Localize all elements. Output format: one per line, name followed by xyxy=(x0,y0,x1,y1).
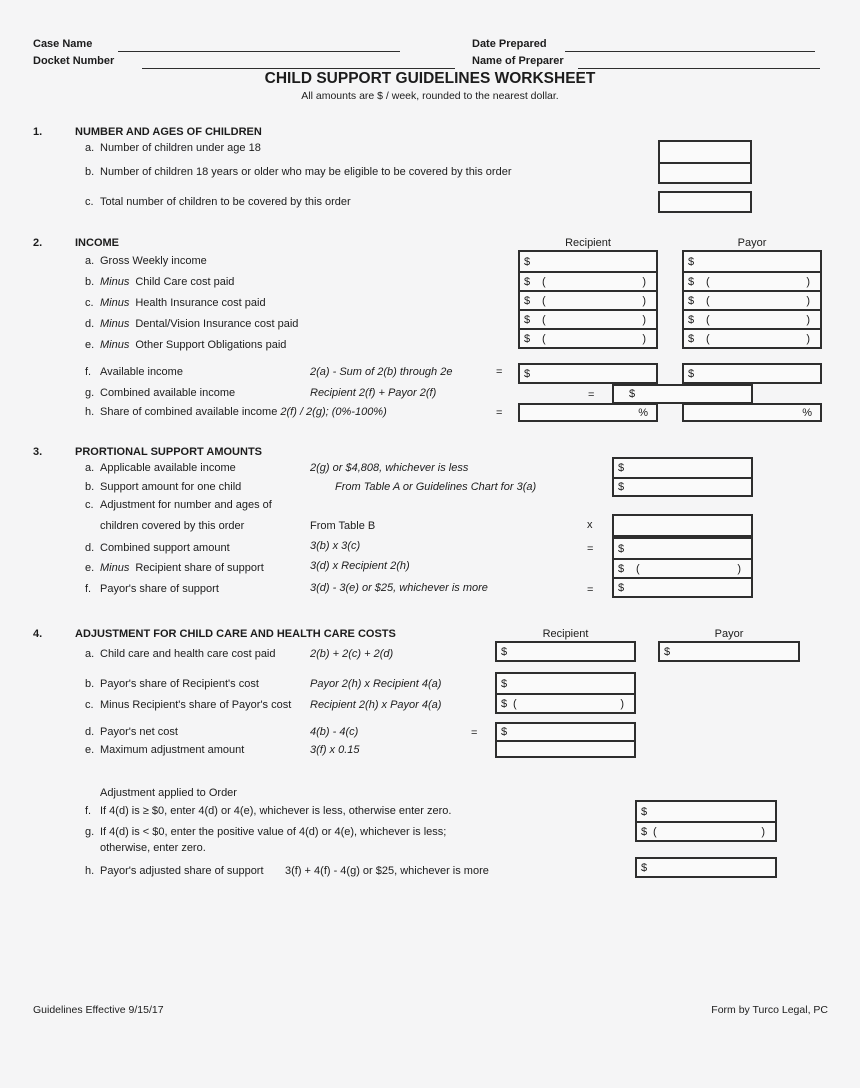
row-4g-label-line1: If 4(d) is < $0, enter the positive value of 4(d) or 4(e), whichever is less; xyxy=(100,826,447,838)
field-4g-adjustment-negative[interactable] xyxy=(637,821,775,840)
row-2d-minus: Minus xyxy=(100,318,130,330)
adjustment-box-group-bc xyxy=(495,672,636,714)
row-1a-letter: a. xyxy=(85,142,95,154)
close-paren: ) xyxy=(642,332,646,345)
section-1-number: 1. xyxy=(33,126,43,138)
row-4d-letter: d. xyxy=(85,726,95,738)
row-4h-formula: 3(f) + 4(f) - 4(g) or $25, whichever is more xyxy=(285,865,489,877)
dollar-sign: $ xyxy=(618,462,625,474)
field-2g-combined[interactable] xyxy=(612,384,753,404)
row-4c-label: Minus Recipient's share of Payor's cost xyxy=(100,699,292,711)
row-4f-letter: f. xyxy=(85,805,92,817)
row-4a-formula: 2(b) + 2(c) + 2(d) xyxy=(310,648,394,660)
case-name-input-line[interactable] xyxy=(118,38,400,52)
section-2-payor-header: Payor xyxy=(737,237,767,249)
proportional-box-group-def xyxy=(612,537,753,598)
section-1-title: NUMBER AND AGES OF CHILDREN xyxy=(75,126,262,138)
row-3c-label-line1: Adjustment for number and ages of xyxy=(100,499,272,511)
children-count-box-group xyxy=(658,140,752,184)
percent-sign: % xyxy=(802,406,812,419)
row-2c-letter: c. xyxy=(85,297,94,309)
row-2d-label xyxy=(100,318,298,331)
field-4e-max-adjustment[interactable] xyxy=(497,740,634,756)
name-of-preparer-label: Name of Preparer xyxy=(472,55,564,67)
close-paren: ) xyxy=(642,294,646,307)
section-3-number: 3. xyxy=(33,446,43,458)
row-2b-letter: b. xyxy=(85,276,95,288)
row-3b-label: Support amount for one child xyxy=(100,481,242,493)
field-2e-payor[interactable] xyxy=(684,328,820,347)
row-1a-label: Number of children under age 18 xyxy=(100,142,261,154)
row-4g-label-line2: otherwise, enter zero. xyxy=(100,842,206,854)
row-2e-letter: e. xyxy=(85,339,95,351)
close-paren: ) xyxy=(761,825,765,838)
row-4c-formula: Recipient 2(h) x Payor 4(a) xyxy=(310,699,442,711)
dollar-sign: $ xyxy=(524,367,531,380)
dollar-sign: $ xyxy=(641,805,648,818)
row-3a-label: Applicable available income xyxy=(100,462,236,474)
field-4c-recipient-share-payor-cost[interactable] xyxy=(497,693,634,712)
field-4a-payor[interactable] xyxy=(658,641,800,662)
field-4b-payor-share-recipient-cost[interactable] xyxy=(497,674,634,693)
row-4a-letter: a. xyxy=(85,648,95,660)
row-4f-label: If 4(d) is ≥ $0, enter 4(d) or 4(e), whichever is less, otherwise enter zero. xyxy=(100,805,452,817)
row-4g-letter: g. xyxy=(85,826,95,838)
row-2e-label xyxy=(100,339,286,352)
dollar-sign: $ xyxy=(688,275,695,288)
date-prepared-input-line[interactable] xyxy=(565,38,815,52)
section-4-number: 4. xyxy=(33,628,43,640)
close-paren: ) xyxy=(806,275,810,288)
close-paren: ) xyxy=(642,275,646,288)
adjustment-box-group-de xyxy=(495,722,636,758)
dollar-sign: $ xyxy=(688,332,695,345)
row-4b-letter: b. xyxy=(85,678,95,690)
adjustment-box-group-fg xyxy=(635,800,777,842)
row-2c-label-text: Health Insurance cost paid xyxy=(135,297,266,309)
percent-sign: % xyxy=(638,406,648,419)
row-1c-label: Total number of children to be covered by this order xyxy=(100,196,351,208)
income-recipient-box-group xyxy=(518,250,658,349)
dollar-sign: $ xyxy=(664,645,671,658)
field-2c-recipient[interactable] xyxy=(520,290,656,309)
field-2b-payor[interactable] xyxy=(684,271,820,290)
page-subtitle: All amounts are $ / week, rounded to the nearest dollar. xyxy=(301,90,559,102)
row-4e-label: Maximum adjustment amount xyxy=(100,744,245,756)
row-4d-equals: = xyxy=(471,727,478,739)
dollar-sign: $ xyxy=(524,255,531,268)
close-paren: ) xyxy=(806,313,810,326)
dollar-sign: $ xyxy=(688,294,695,307)
row-2d-label-text: Dental/Vision Insurance cost paid xyxy=(135,318,299,330)
row-3e-label xyxy=(100,562,264,575)
field-1c-total-children[interactable] xyxy=(658,191,752,213)
dollar-sign: $ xyxy=(524,275,531,288)
field-2a-payor[interactable] xyxy=(684,252,820,271)
field-2h-recipient[interactable] xyxy=(518,403,658,422)
footer-form-credit: Form by Turco Legal, PC xyxy=(711,1004,828,1016)
open-paren: ( xyxy=(706,294,710,307)
row-4d-label: Payor's net cost xyxy=(100,726,178,738)
row-4b-label: Payor's share of Recipient's cost xyxy=(100,678,259,690)
field-2a-recipient[interactable] xyxy=(520,252,656,271)
dollar-sign: $ xyxy=(688,255,695,268)
row-3d-letter: d. xyxy=(85,542,95,554)
close-paren: ) xyxy=(620,697,624,710)
close-paren: ) xyxy=(806,332,810,345)
row-4e-letter: e. xyxy=(85,744,95,756)
row-4h-label: Payor's adjusted share of support xyxy=(100,865,264,877)
row-3c-letter: c. xyxy=(85,499,94,511)
row-3b-letter: b. xyxy=(85,481,95,493)
field-1b-children-18-or-older[interactable] xyxy=(660,162,750,182)
close-paren: ) xyxy=(806,294,810,307)
income-payor-box-group xyxy=(682,250,822,349)
row-3a-letter: a. xyxy=(85,462,95,474)
dollar-sign: $ xyxy=(641,861,648,874)
row-2f-label: Available income xyxy=(100,366,183,378)
dollar-sign: $ xyxy=(501,726,508,738)
dollar-sign: $ xyxy=(618,542,625,555)
docket-number-label: Docket Number xyxy=(33,55,115,67)
case-name-label: Case Name xyxy=(33,38,93,50)
row-3d-formula: 3(b) x 3(c) xyxy=(310,540,361,552)
row-4c-letter: c. xyxy=(85,699,94,711)
row-2b-label xyxy=(100,276,234,289)
date-prepared-label: Date Prepared xyxy=(472,38,547,50)
row-3e-minus: Minus xyxy=(100,562,130,574)
row-3c-formula: From Table B xyxy=(310,520,376,532)
section-4-recipient-header: Recipient xyxy=(542,628,589,640)
field-2f-recipient[interactable] xyxy=(518,363,658,384)
row-3c-multiply: x xyxy=(587,519,593,531)
section-2-number: 2. xyxy=(33,237,43,249)
row-2e-label-text: Other Support Obligations paid xyxy=(135,339,287,351)
row-2h-equals: = xyxy=(496,407,503,419)
row-2c-label xyxy=(100,297,266,310)
dollar-sign: $ xyxy=(688,367,695,380)
row-2g-label: Combined available income xyxy=(100,387,236,399)
field-4a-recipient[interactable] xyxy=(495,641,636,662)
section-3-title: PRORTIONAL SUPPORT AMOUNTS xyxy=(75,446,263,458)
row-2h-label-text: Share of combined available income xyxy=(100,406,278,418)
row-2b-minus: Minus xyxy=(100,276,130,288)
row-2h-label xyxy=(100,406,387,419)
row-2f-formula: 2(a) - Sum of 2(b) through 2e xyxy=(310,366,453,378)
field-2e-recipient[interactable] xyxy=(520,328,656,347)
name-of-preparer-input-line[interactable] xyxy=(578,55,820,69)
row-3e-label-text: Recipient share of support xyxy=(135,562,264,574)
row-4e-formula: 3(f) x 0.15 xyxy=(310,744,360,756)
section-2-title: INCOME xyxy=(75,237,119,249)
dollar-sign: $ xyxy=(501,677,508,690)
row-2c-minus: Minus xyxy=(100,297,130,309)
row-3d-label: Combined support amount xyxy=(100,542,230,554)
field-4d-payor-net-cost[interactable] xyxy=(497,724,634,740)
row-3a-formula: 2(g) or $4,808, whichever is less xyxy=(310,462,469,474)
row-3f-label: Payor's share of support xyxy=(100,583,219,595)
dollar-sign: $ xyxy=(629,388,636,400)
row-4a-label: Child care and health care cost paid xyxy=(100,648,276,660)
field-3a-applicable-income[interactable] xyxy=(614,459,751,477)
dollar-sign: $ xyxy=(688,313,695,326)
field-2b-recipient[interactable] xyxy=(520,271,656,290)
open-paren: ( xyxy=(542,332,546,345)
section-2-recipient-header: Recipient xyxy=(565,237,611,249)
field-2h-payor[interactable] xyxy=(682,403,822,422)
row-3e-letter: e. xyxy=(85,562,95,574)
open-paren: ( xyxy=(636,562,640,575)
row-2e-minus: Minus xyxy=(100,339,130,351)
open-paren: ( xyxy=(706,332,710,345)
row-3c-label-line2: children covered by this order xyxy=(100,520,245,532)
field-3f-payor-share[interactable] xyxy=(614,577,751,596)
close-paren: ) xyxy=(737,562,741,575)
row-2g-formula: Recipient 2(f) + Payor 2(f) xyxy=(310,387,437,399)
row-3f-letter: f. xyxy=(85,583,92,595)
row-1b-label: Number of children 18 years or older who may be eligible to be covered by this order xyxy=(100,166,512,178)
row-2b-label-text: Child Care cost paid xyxy=(135,276,235,288)
dollar-sign: $ xyxy=(618,481,625,493)
open-paren: ( xyxy=(706,275,710,288)
dollar-sign: $ xyxy=(618,562,625,575)
dollar-sign: $ xyxy=(524,294,531,307)
row-3f-formula: 3(d) - 3(e) or $25, whichever is more xyxy=(310,582,488,594)
row-3d-equals: = xyxy=(587,543,594,555)
open-paren: ( xyxy=(542,275,546,288)
open-paren: ( xyxy=(542,313,546,326)
field-2d-recipient[interactable] xyxy=(520,309,656,328)
section-4-payor-header: Payor xyxy=(714,628,744,640)
dollar-sign: $ xyxy=(641,825,648,838)
dollar-sign: $ xyxy=(524,332,531,345)
row-4d-formula: 4(b) - 4(c) xyxy=(310,726,359,738)
open-paren: ( xyxy=(513,697,517,710)
row-2a-label: Gross Weekly income xyxy=(100,255,207,267)
row-1c-letter: c. xyxy=(85,196,94,208)
row-2f-equals: = xyxy=(496,366,503,378)
dollar-sign: $ xyxy=(501,645,508,658)
dollar-sign: $ xyxy=(501,697,508,710)
field-3e-recipient-share[interactable] xyxy=(614,558,751,577)
row-2h-letter: h. xyxy=(85,406,95,418)
dollar-sign: $ xyxy=(618,581,625,594)
field-4f-adjustment-positive[interactable] xyxy=(637,802,775,821)
field-2d-payor[interactable] xyxy=(684,309,820,328)
docket-number-input-line[interactable] xyxy=(142,55,455,69)
row-2d-letter: d. xyxy=(85,318,95,330)
page-title: CHILD SUPPORT GUIDELINES WORKSHEET xyxy=(264,70,596,87)
field-3b-support-one-child[interactable] xyxy=(614,477,751,495)
field-2c-payor[interactable] xyxy=(684,290,820,309)
row-2g-equals: = xyxy=(588,389,595,401)
field-2f-payor[interactable] xyxy=(682,363,822,384)
open-paren: ( xyxy=(542,294,546,307)
open-paren: ( xyxy=(706,313,710,326)
row-2a-letter: a. xyxy=(85,255,95,267)
dollar-sign: $ xyxy=(524,313,531,326)
row-2f-letter: f. xyxy=(85,366,92,378)
footer-effective-date: Guidelines Effective 9/15/17 xyxy=(33,1004,164,1016)
field-3d-combined-support[interactable] xyxy=(614,539,751,558)
close-paren: ) xyxy=(642,313,646,326)
row-4b-formula: Payor 2(h) x Recipient 4(a) xyxy=(310,678,442,690)
row-2g-letter: g. xyxy=(85,387,95,399)
field-1a-children-under-18[interactable] xyxy=(660,142,750,162)
row-3f-equals: = xyxy=(587,584,594,596)
field-3c-adjustment-factor[interactable] xyxy=(612,514,753,537)
open-paren: ( xyxy=(653,825,657,838)
section-4-title: ADJUSTMENT FOR CHILD CARE AND HEALTH CARE COSTS xyxy=(75,628,396,640)
row-4h-letter: h. xyxy=(85,865,95,877)
section-4-subheading: Adjustment applied to Order xyxy=(100,787,237,799)
row-1b-letter: b. xyxy=(85,166,95,178)
field-4h-payor-adjusted-share[interactable] xyxy=(635,857,777,878)
row-3b-formula: From Table A or Guidelines Chart for 3(a) xyxy=(335,481,537,493)
row-3e-formula: 3(d) x Recipient 2(h) xyxy=(310,560,410,572)
proportional-box-group-ab xyxy=(612,457,753,497)
row-2h-formula: 2(f) / 2(g); (0%-100%) xyxy=(280,406,387,418)
